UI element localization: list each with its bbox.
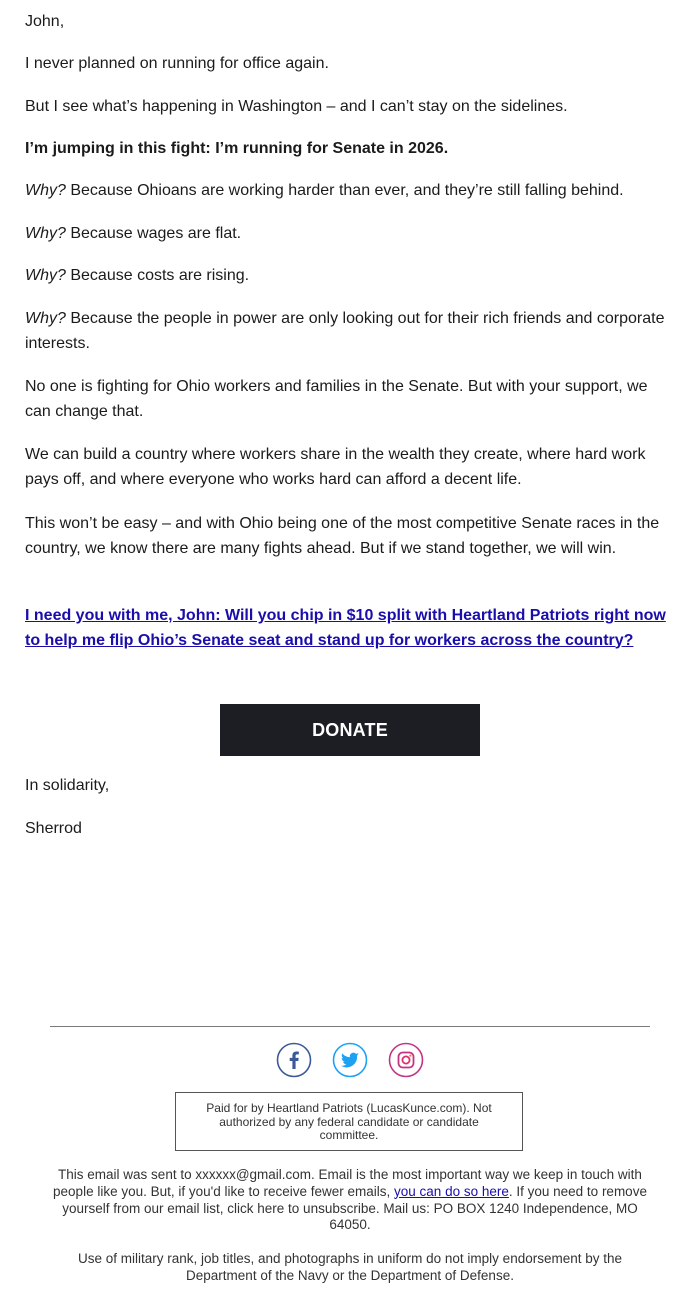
paragraph-4: No one is fighting for Ohio workers and families in the Senate. But with your support, we can change that. bbox=[25, 378, 648, 420]
instagram-link[interactable] bbox=[388, 1042, 424, 1078]
facebook-link[interactable] bbox=[276, 1042, 312, 1078]
headline-text: I’m jumping in this fight: I’m running for Senate in 2026. bbox=[25, 140, 449, 157]
twitter-icon bbox=[332, 1042, 368, 1078]
why-label: Why? bbox=[25, 267, 66, 284]
why-paragraph-3 bbox=[25, 264, 677, 289]
email-notice-suffix: . If you need to remove yourself from our email list, click here to unsubscribe. Mail us: PO BOX 1240 Independence, MO 64050. bbox=[62, 1183, 647, 1233]
paid-for-disclaimer: Paid for by Heartland Patriots (LucasKunce.com). Not authorized by any federal candidate or candidate committee. bbox=[175, 1092, 523, 1151]
why-label: Why? bbox=[25, 225, 66, 242]
why-paragraph-4 bbox=[25, 307, 677, 356]
instagram-icon bbox=[388, 1042, 424, 1078]
why-paragraph-1 bbox=[25, 179, 677, 204]
facebook-icon bbox=[276, 1042, 312, 1078]
fewer-emails-link[interactable]: you can do so here bbox=[394, 1183, 509, 1199]
email-notice bbox=[50, 1167, 650, 1234]
signature: Sherrod bbox=[25, 820, 82, 837]
military-notice: Use of military rank, job titles, and photographs in uniform do not imply endorsement by the Department of the Navy or the Department of Defense. bbox=[77, 1251, 623, 1283]
twitter-link[interactable] bbox=[332, 1042, 368, 1078]
email-notice-prefix: This email was sent to xxxxxx@gmail.com. Email is the most important way we keep in touch with people like you. But, if you'd like to receive fewer emails, bbox=[53, 1167, 642, 1199]
paragraph-1: I never planned on running for office again. bbox=[25, 55, 329, 72]
footer-divider bbox=[50, 1026, 650, 1027]
why-paragraph-2 bbox=[25, 222, 677, 247]
why-text: Because costs are rising. bbox=[65, 267, 250, 284]
cta-paragraph bbox=[25, 604, 680, 653]
why-text: Because wages are flat. bbox=[65, 225, 242, 242]
donate-cta-link[interactable]: I need you with me, John: Will you chip in $10 split with Heartland Patriots right now to help me flip Ohio’s Senate seat and stand up for workers across the country? bbox=[25, 607, 666, 649]
paragraph-5: We can build a country where workers share in the wealth they create, where hard work pays off, and where everyone who works hard can afford a decent life. bbox=[25, 446, 646, 488]
donate-button[interactable]: DONATE bbox=[220, 704, 480, 756]
greeting: John, bbox=[25, 13, 65, 30]
paragraph-6: This won’t be easy – and with Ohio being one of the most competitive Senate races in the country, we know there are many fights ahead. But if we stand together, we will win. bbox=[25, 515, 660, 557]
why-label: Why? bbox=[25, 310, 66, 327]
paragraph-2: But I see what’s happening in Washington – and I can’t stay on the sidelines. bbox=[25, 98, 568, 115]
why-text: Because the people in power are only looking out for their rich friends and corporate interests. bbox=[25, 310, 665, 352]
signoff: In solidarity, bbox=[25, 777, 110, 794]
why-text: Because Ohioans are working harder than ever, and they’re still falling behind. bbox=[65, 182, 624, 199]
headline-paragraph bbox=[25, 137, 677, 162]
why-label: Why? bbox=[25, 182, 66, 199]
